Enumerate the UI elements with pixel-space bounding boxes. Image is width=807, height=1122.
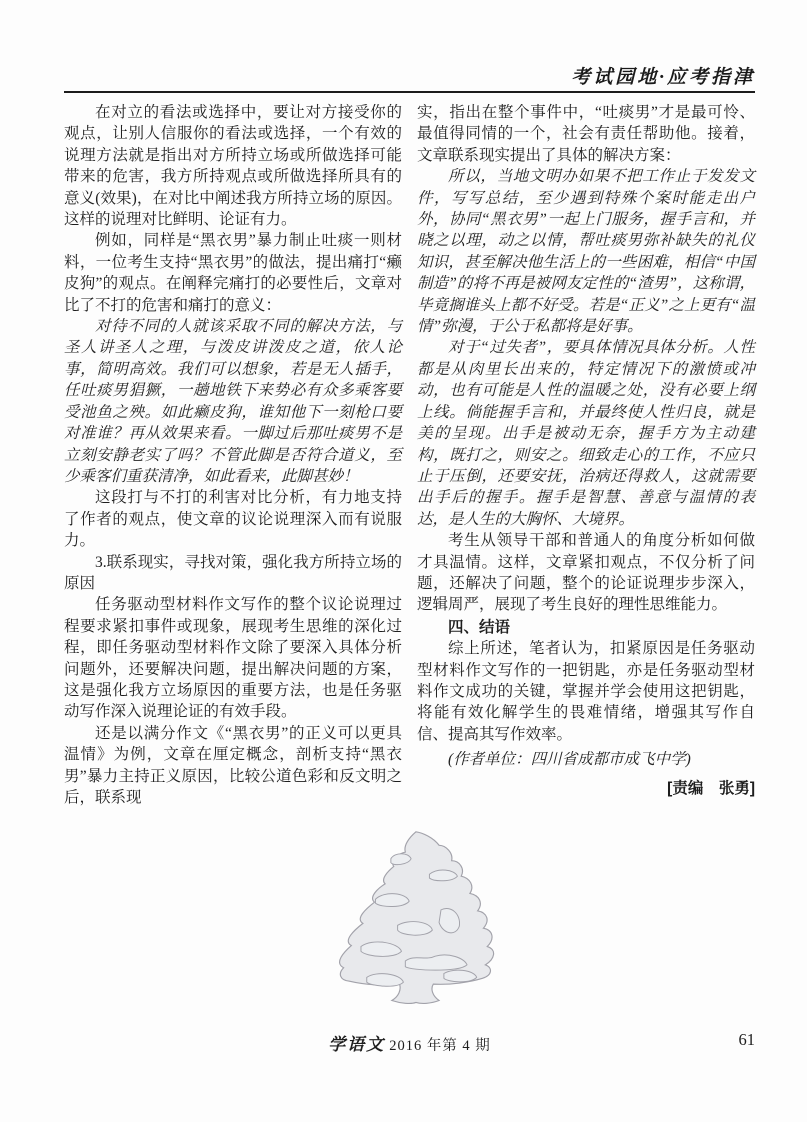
editor-credit: [责编 张勇] xyxy=(667,779,755,797)
section-heading-conclusion: 四、结语 xyxy=(448,618,511,636)
tree-illustration-icon xyxy=(315,826,513,1014)
page-header-section-title: 考试园地·应考指津 xyxy=(571,67,755,88)
left-column xyxy=(64,102,402,808)
paragraph: 在对立的看法或选择中，要让对方接受你的观点，让别人信服你的看法或选择，一个有效的说理方法就是指出对方所持立场或所做选择可能带来的危害，我方所持观点或所做选择所具有的意义(效果)，在对比中阐述我方所持立场的原因。这样的说理对比鲜明、论证有力。 xyxy=(64,104,402,229)
journal-name: 学语文 xyxy=(328,1035,386,1054)
right-column xyxy=(417,102,755,808)
quote-paragraph: 对于“过失者”，要具体情况具体分析。人性都是从肉里长出来的，特定情况下的激愤或冲动，也有可能是人性的温暖之处，没有必要上纲上线。倘能握手言和，并最终使人性归良，就是美的呈现。出手是被动无奈，握手方为主动建构，既打之，则安之。细致走心的工作，不应只止于压倒，还要安抚，治病还得救人，这就需要出手后的握手。握手是智慧、善意与温情的表达，是人生的大胸怀、大境界。 xyxy=(417,339,755,528)
paragraph: 考生从领导干部和普通人的角度分析如何做才具温情。这样，文章紧扣观点，不仅分析了问题，还解决了问题，整个的论证说理步步深入，逻辑周严，展现了考生良好的理性思维能力。 xyxy=(417,532,755,614)
article-body xyxy=(64,102,755,808)
paragraph: 综上所述，笔者认为，扣紧原因是任务驱动型材料作文写作的一把钥匙，亦是任务驱动型材料作文成功的关键，掌握并学会使用这把钥匙，将能有效化解学生的畏难情绪，增强其写作自信、提高其写作效率。 xyxy=(417,640,755,743)
paragraph-continuation: 实，指出在整个事件中，“吐痰男”才是最可怜、最值得同情的一个，社会有责任帮助他。接着，文章联系现实提出了具体的解决方案： xyxy=(417,104,755,164)
author-affiliation: (作者单位：四川省成都市成飞中学) xyxy=(448,751,691,769)
quote-paragraph: 所以，当地文明办如果不把工作止于发发文件，写写总结，至少遇到特殊个案时能走出户外，协同“黑衣男”一起上门服务，握手言和，并晓之以理，动之以情，帮吐痰男弥补缺失的礼仪知识，甚至解决他生活上的一些困难，相信“中国制造”的将不再是被网友定性的“渣男”，这称谓，毕竟搁谁头上都不好受。若是“正义”之上更有“温情”弥漫，于公于私都将是好事。 xyxy=(417,168,755,336)
quote-paragraph: 对待不同的人就该采取不同的解决方法，与圣人讲圣人之理，与泼皮讲泼皮之道，依人论事，简明高效。我们可以想象，若是无人插手，任吐痰男猖獗，一趟地铁下来势必有众多乘客要受池鱼之殃。如此癞皮狗，谁知他下一刻枪口要对准谁？再从效果来看。一脚过后那吐痰男不是立刻安静老实了吗？不管此脚是否符合道义，至少乘客们重获清净，如此看来，此脚甚妙！ xyxy=(64,318,402,485)
paragraph: 例如，同样是“黑衣男”暴力制止吐痰一则材料，一位考生支持“黑衣男”的做法，提出痛打“癞皮狗”的观点。在阐释完痛打的必要性后，文章对比了不打的危害和痛打的意义： xyxy=(64,232,402,314)
sub-heading: 3.联系现实，寻找对策，强化我方所持立场的原因 xyxy=(64,553,402,592)
journal-issue: 2016 年第 4 期 xyxy=(389,1038,491,1054)
header-rule xyxy=(64,91,755,93)
footer-journal-line xyxy=(64,1030,755,1055)
page-footer xyxy=(64,1030,755,1056)
paragraph: 还是以满分作文《“黑衣男”的正义可以更具温情》为例，文章在厘定概念，剖析支持“黑衣男”暴力主持正义原因，比较公道色彩和反文明之后，联系现 xyxy=(64,724,402,806)
paragraph: 任务驱动型材料作文写作的整个议论说理过程要求紧扣事件或现象，展现考生思维的深化过程，即任务驱动型材料作文除了要深入具体分析问题外，还要解决问题，提出解决问题的方案，这是强化我方立场原因的重要方法，也是任务驱动写作深入说理论证的有效手段。 xyxy=(64,596,402,721)
page-number: 61 xyxy=(738,1030,755,1049)
paragraph: 这段打与不打的利害对比分析，有力地支持了作者的观点，使文章的议论说理深入而有说服力。 xyxy=(64,489,402,550)
